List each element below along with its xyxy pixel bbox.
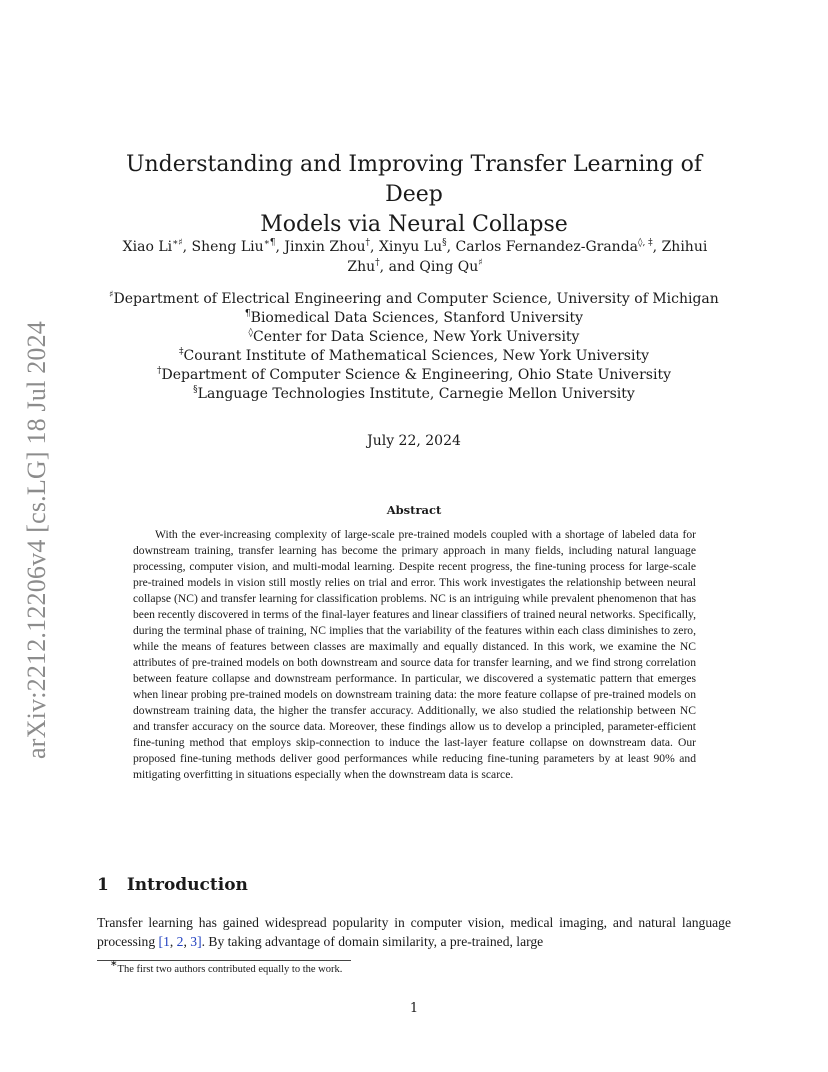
affiliation-text: Language Technologies Institute, Carnegie Mellon University: [197, 386, 635, 402]
author-name: Sheng Liu: [191, 239, 264, 255]
affiliation-mark: §: [193, 385, 198, 395]
section-heading: [97, 875, 248, 895]
affiliation-line: [90, 385, 738, 404]
affiliation-line: [90, 328, 738, 347]
author-connector: and: [388, 259, 415, 275]
author-list: Xiao Li∗♯, Sheng Liu∗¶, Jinxin Zhou†, Xinyu Lu§, Carlos Fernandez-Granda◊, ‡, Zhihui Zhu†, and Qing Qu♯: [122, 238, 708, 275]
affiliation-mark: ¶: [244, 309, 251, 319]
author-mark: †: [365, 238, 371, 248]
page-number: 1: [409, 1001, 419, 1016]
affiliation-text: Center for Data Science, New York University: [252, 329, 580, 345]
affiliation-list: [90, 290, 738, 404]
author-name: Jinxin Zhou: [284, 239, 366, 255]
affiliation-text: Courant Institute of Mathematical Sciences, New York University: [183, 348, 649, 364]
intro-text: Transfer learning has gained widespread popularity in computer vision, medical imaging, and natural language processing: [97, 915, 731, 949]
affiliation-line: [90, 347, 738, 366]
affiliation-mark: †: [157, 366, 162, 376]
author-mark: ∗¶: [263, 238, 276, 248]
intro-text: . By taking advantage of domain similarity, a pre-trained, large: [201, 934, 544, 949]
author-name: Zhu: [347, 259, 376, 275]
citation-separator: ,: [169, 934, 177, 949]
section-title: Introduction: [126, 875, 248, 895]
author-name: Carlos Fernandez-Granda: [455, 239, 638, 255]
footnote: [110, 958, 343, 975]
author-name: Zhihui: [661, 239, 708, 255]
author-mark: ♯: [478, 258, 483, 268]
citation-bracket: ]: [197, 934, 202, 949]
author-name: Xinyu Lu: [378, 239, 443, 255]
introduction-paragraph: [97, 913, 731, 951]
citation-separator: ,: [183, 934, 191, 949]
affiliation-mark: ♯: [109, 290, 114, 300]
affiliation-mark: ‡: [179, 347, 184, 357]
author-name: Xiao Li: [122, 239, 173, 255]
abstract-heading: Abstract: [386, 503, 442, 517]
affiliation-text: Biomedical Data Sciences, Stanford University: [250, 310, 584, 326]
paper-title: [100, 150, 728, 240]
author-mark: †: [375, 258, 380, 268]
citation-bracket: [: [158, 934, 164, 949]
footnote-mark: ∗: [110, 958, 118, 968]
footnote-divider: [97, 960, 351, 961]
citation-link[interactable]: 1: [163, 934, 170, 949]
citation-link[interactable]: 2: [176, 934, 184, 949]
author-name: Qing Qu: [419, 259, 479, 275]
citation-link[interactable]: 3: [190, 934, 198, 949]
abstract-text: With the ever-increasing complexity of large-scale pre-trained models coupled with a shortage of labeled data for downstream training, transfer learning has become the primary approach in many fields, including natural language processing, computer vision, and multi-modal learning. Despite recent progress, the fine-tuning process for large-scale pre-trained models in vision still mostly relies on trial and error. This work investigates the relationship between neural collapse (NC) and transfer learning for classification problems. NC is an intriguing while prevalent phenomenon that has been recently discovered in terms of the final-layer features and linear classifiers of trained neural networks. Specifically, during the terminal phase of training, NC implies that the variability of the features within each class diminishes to zero, while the means of features between classes are maximally and equally distanced. In this work, we examine the NC attributes of pre-trained models on both downstream and source data for transfer learning, and we find strong correlation between feature collapse and downstream performance. In particular, we discovered a systematic pattern that emerges when linear probing pre-trained models on downstream training data: the more feature collapse of pre-trained models on downstream training data, the higher the transfer accuracy. Additionally, we also studied the relationship between NC and transfer accuracy on the source data. Moreover, these findings allow us to develop a principled, parameter-efficient fine-tuning method that employs skip-connection to induce the last-layer feature collapse on downstream data. Our proposed fine-tuning methods deliver good performances while reducing fine-tuning parameters by at least 90% and mitigating overfitting in situations especially when the downstream data is scarce.: [133, 528, 696, 781]
affiliation-text: Department of Electrical Engineering and Computer Science, University of Michigan: [113, 291, 719, 307]
affiliation-line: [90, 290, 738, 309]
affiliation-mark: ◊: [248, 328, 253, 338]
affiliation-line: [90, 309, 738, 328]
author-mark: §: [442, 238, 447, 248]
title-line-2: Models via Neural Collapse: [260, 212, 568, 237]
author-mark: ◊, ‡: [638, 238, 653, 248]
title-line-1: Understanding and Improving Transfer Learning of Deep: [125, 152, 703, 207]
affiliation-line: [90, 366, 738, 385]
publication-date: July 22, 2024: [367, 433, 461, 449]
arxiv-identifier-stamp: arXiv:2212.12206v4 [cs.LG] 18 Jul 2024: [22, 321, 51, 759]
section-number: 1: [97, 875, 109, 895]
footnote-text: The first two authors contributed equally to the work.: [117, 964, 343, 975]
affiliation-text: Department of Computer Science & Engineering, Ohio State University: [161, 367, 671, 383]
author-mark: ∗♯: [172, 238, 183, 248]
